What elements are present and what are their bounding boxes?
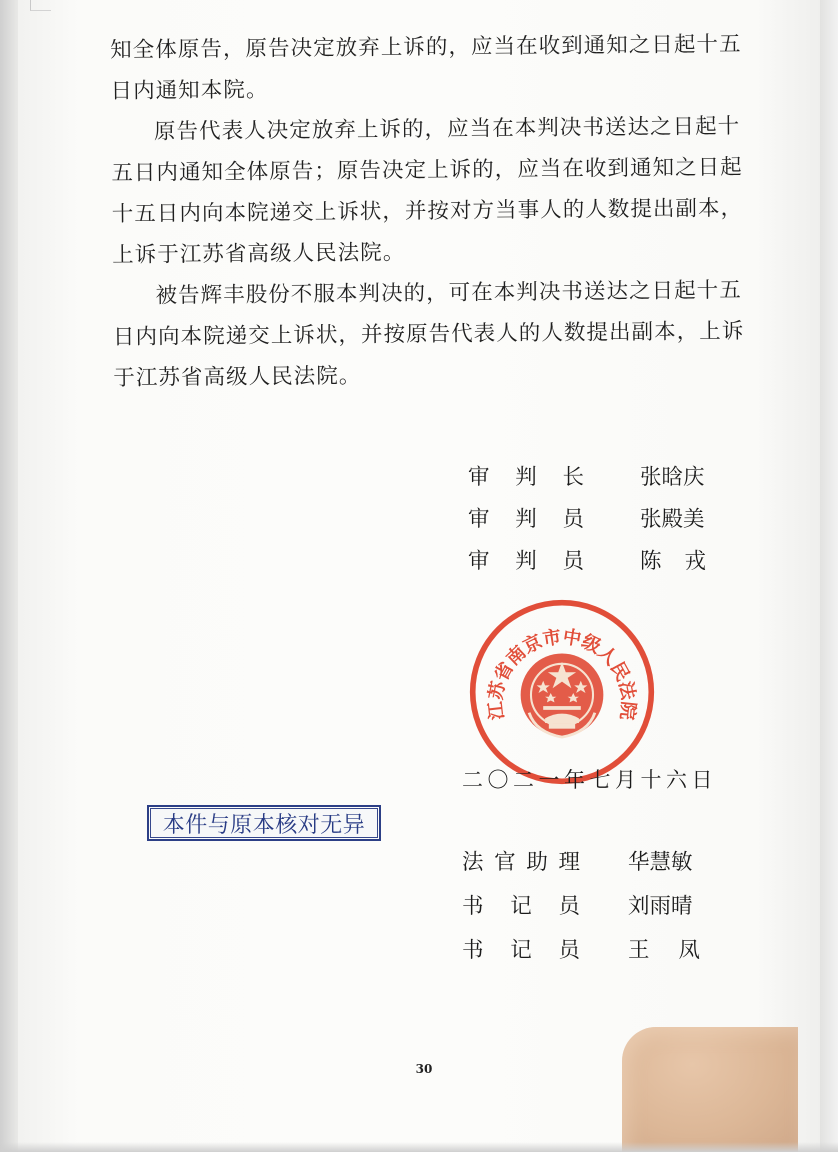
signature-role-char: 判 [515, 549, 537, 574]
signature-role-char: 记 [510, 938, 532, 963]
national-emblem-icon [521, 653, 604, 737]
body-line: 被告辉丰股份不服本判决的，可在本判决书送达之日起十五 [155, 277, 742, 309]
judgment-body-text [110, 24, 790, 399]
signature-role-char: 理 [558, 850, 580, 875]
signature-name-part: 华慧敏 [628, 850, 693, 875]
signature-role-char: 审 [468, 507, 490, 532]
signature-role-char: 记 [510, 894, 532, 919]
signature-role-char: 书 [462, 938, 484, 963]
signature-role-char: 法 [462, 850, 484, 875]
body-line: 知全体原告，原告决定放弃上诉的，应当在收到通知之日起十五 [110, 31, 742, 63]
top-corner-mark [30, 0, 51, 11]
verification-stamp [147, 805, 381, 841]
signature-name-part: 凤 [678, 938, 700, 963]
signature-name [640, 505, 706, 535]
page-number: 30 [415, 1062, 433, 1076]
body-line: 十五日内向本院递交上诉状，并按对方当事人的人数提出副本， [111, 195, 744, 227]
left-page-fold [0, 0, 18, 1152]
signature-role [468, 547, 584, 577]
signature-row [468, 547, 718, 577]
signature-name [628, 892, 700, 922]
signature-role-char: 员 [562, 507, 584, 532]
signature-role [462, 848, 580, 878]
signature-row [462, 848, 712, 878]
bottom-page-edge [0, 1142, 838, 1152]
signature-name-part: 张晗庆 [640, 465, 705, 490]
signature-name-part: 刘雨晴 [628, 894, 693, 919]
signature-role-char: 审 [468, 549, 490, 574]
signature-row [462, 892, 712, 922]
scanner-thumb-shadow [622, 1027, 798, 1152]
signature-name [640, 547, 706, 577]
right-page-edge [820, 0, 838, 1152]
signature-name [640, 463, 706, 493]
signature-role-char: 官 [494, 850, 516, 875]
signature-role [468, 463, 584, 493]
signature-row [468, 463, 718, 493]
court-seal [468, 598, 656, 786]
signature-name [628, 848, 700, 878]
body-line: 上诉于江苏省高级人民法院。 [112, 240, 406, 268]
judgment-date: 二〇二一年七月十六日 [462, 768, 717, 792]
signature-row [468, 505, 718, 535]
signature-role-char: 助 [526, 850, 548, 875]
signature-role-char: 员 [558, 894, 580, 919]
signature-role [462, 892, 580, 922]
signature-name [628, 936, 700, 966]
signature-name-part: 戎 [684, 549, 706, 574]
signature-role [462, 936, 580, 966]
signature-name-part: 张殿美 [640, 507, 705, 532]
signature-name-part: 陈 [640, 549, 662, 574]
body-line: 于江苏省高级人民法院。 [113, 363, 362, 391]
signature-role-char: 审 [468, 465, 490, 490]
body-line: 日内向本院递交上诉状，并按原告代表人的人数提出副本，上诉 [112, 318, 745, 350]
body-line: 原告代表人决定放弃上诉的，应当在本判决书送达之日起十 [153, 113, 741, 145]
signature-role [468, 505, 584, 535]
body-line: 日内通知本院。 [110, 77, 269, 104]
signature-role-char: 判 [515, 507, 537, 532]
signature-role-char: 员 [558, 938, 580, 963]
signature-row [462, 936, 712, 966]
seal-text: 江苏省南京市中级人民法院 [485, 626, 639, 721]
signature-role-char: 书 [462, 894, 484, 919]
signature-role-char: 长 [562, 465, 584, 490]
signature-name-part: 王 [628, 938, 650, 963]
body-line: 五日内通知全体原告；原告决定上诉的，应当在收到通知之日起 [111, 154, 743, 186]
signature-role-char: 判 [515, 465, 537, 490]
signature-role-char: 员 [562, 549, 584, 574]
verification-stamp-text: 本件与原本核对无异 [150, 808, 378, 838]
